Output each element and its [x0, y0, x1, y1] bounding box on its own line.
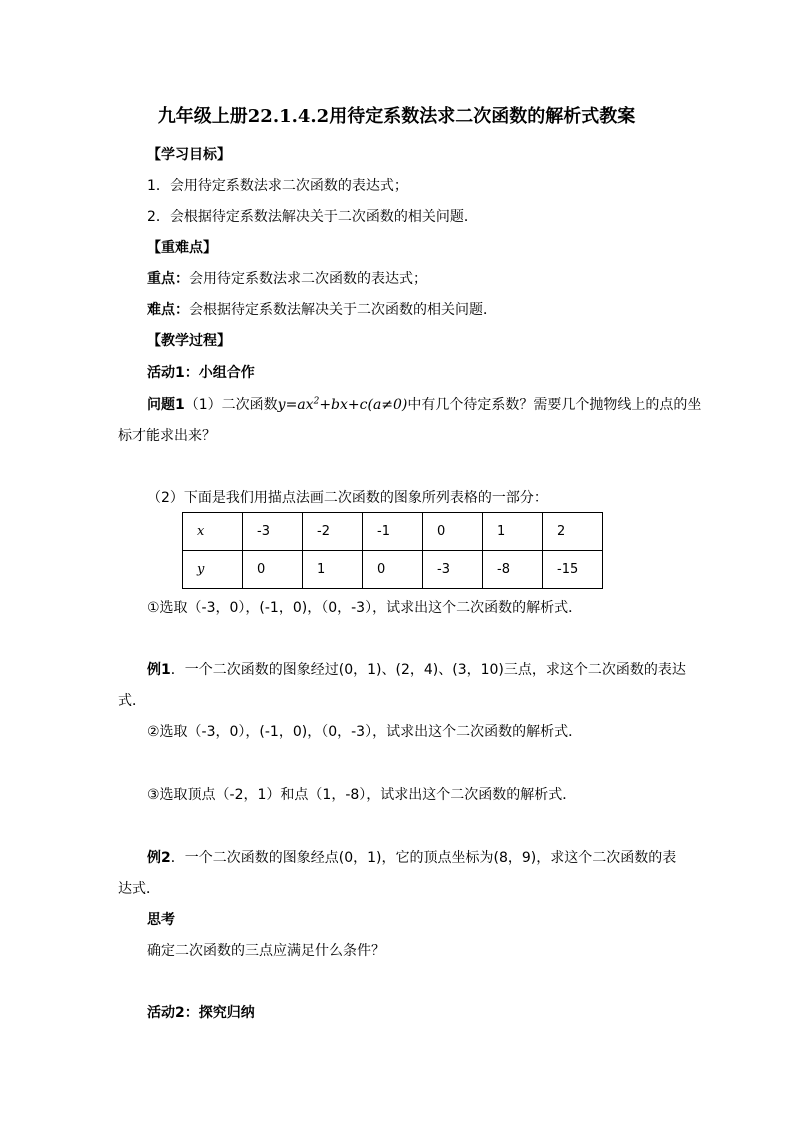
process-heading: 【教学过程】 [147, 333, 231, 349]
table-header-x: x [183, 513, 243, 551]
table-cell: 1 [483, 513, 543, 551]
question-1-label: 问题1 [147, 397, 185, 413]
formula: $y=ax^2+bx+c(a\ne 0)$ [277, 396, 408, 413]
table-cell: -1 [363, 513, 423, 551]
table-header-y: y [183, 551, 243, 589]
difficult-point-label: 难点： [147, 302, 189, 318]
table-cell: 1 [303, 551, 363, 589]
goal-item-1: 1．会用待定系数法求二次函数的表达式； [147, 178, 408, 194]
example-1-continued: 式． [118, 693, 146, 709]
activity-2-heading: 活动2：探究归纳 [147, 1005, 255, 1021]
key-point-text: 会用待定系数法求二次函数的表达式； [189, 271, 427, 287]
choice-3: ③选取顶点（-2，1）和点（1，-8），试求出这个二次函数的解析式． [147, 787, 577, 803]
table-cell: -3 [423, 551, 483, 589]
example-1: 例1．一个二次函数的图象经过(0，1)、(2，4)、(3，10)三点，求这个二次函数的表达 [147, 662, 686, 678]
key-point-label: 重点： [147, 271, 189, 287]
table-cell: 0 [423, 513, 483, 551]
table-row [183, 513, 603, 551]
think-heading: 思考 [147, 912, 175, 928]
choice-2: ②选取（-3，0），(-1，0)，（0，-3），试求出这个二次函数的解析式． [147, 724, 583, 740]
difficult-point [147, 300, 497, 320]
think-text: 确定二次函数的三点应满足什么条件？ [147, 943, 385, 959]
table-cell: -3 [243, 513, 303, 551]
table-row [183, 551, 603, 589]
difficult-point-text: 会根据待定系数法解决关于二次函数的相关问题． [189, 302, 497, 318]
table-cell: 2 [543, 513, 603, 551]
choice-1: ①选取（-3，0），(-1，0)，（0，-3），试求出这个二次函数的解析式． [147, 600, 583, 616]
value-table [182, 512, 603, 589]
question-1: 问题1（1）二次函数$y=ax^2+bx+c(a\ne 0)$中有几个待定系数？需要几个抛物线上的点的坐 [147, 396, 702, 413]
example-2: 例2．一个二次函数的图象经点(0，1)，它的顶点坐标为(8，9)，求这个二次函数的表 [147, 850, 677, 866]
goals-heading: 【学习目标】 [147, 147, 231, 163]
table-cell: -2 [303, 513, 363, 551]
example-2-label: 例2 [147, 850, 171, 866]
table-cell: -8 [483, 551, 543, 589]
example-1-label: 例1 [147, 662, 171, 678]
example-2-continued: 达式． [118, 881, 160, 897]
activity-1-heading: 活动1：小组合作 [147, 365, 255, 381]
document-title: 九年级上册22.1.4.2用待定系数法求二次函数的解析式教案 [157, 106, 636, 127]
key-point [147, 269, 427, 289]
question-2-intro: （2）下面是我们用描点法画二次函数的图象所列表格的一部分： [147, 490, 548, 506]
table-cell: -15 [543, 551, 603, 589]
table-cell: 0 [363, 551, 423, 589]
keypoints-heading: 【重难点】 [147, 240, 217, 256]
goal-item-2: 2．会根据待定系数法解决关于二次函数的相关问题． [147, 209, 478, 225]
table-cell: 0 [243, 551, 303, 589]
question-1-continued: 标才能求出来？ [118, 428, 216, 444]
